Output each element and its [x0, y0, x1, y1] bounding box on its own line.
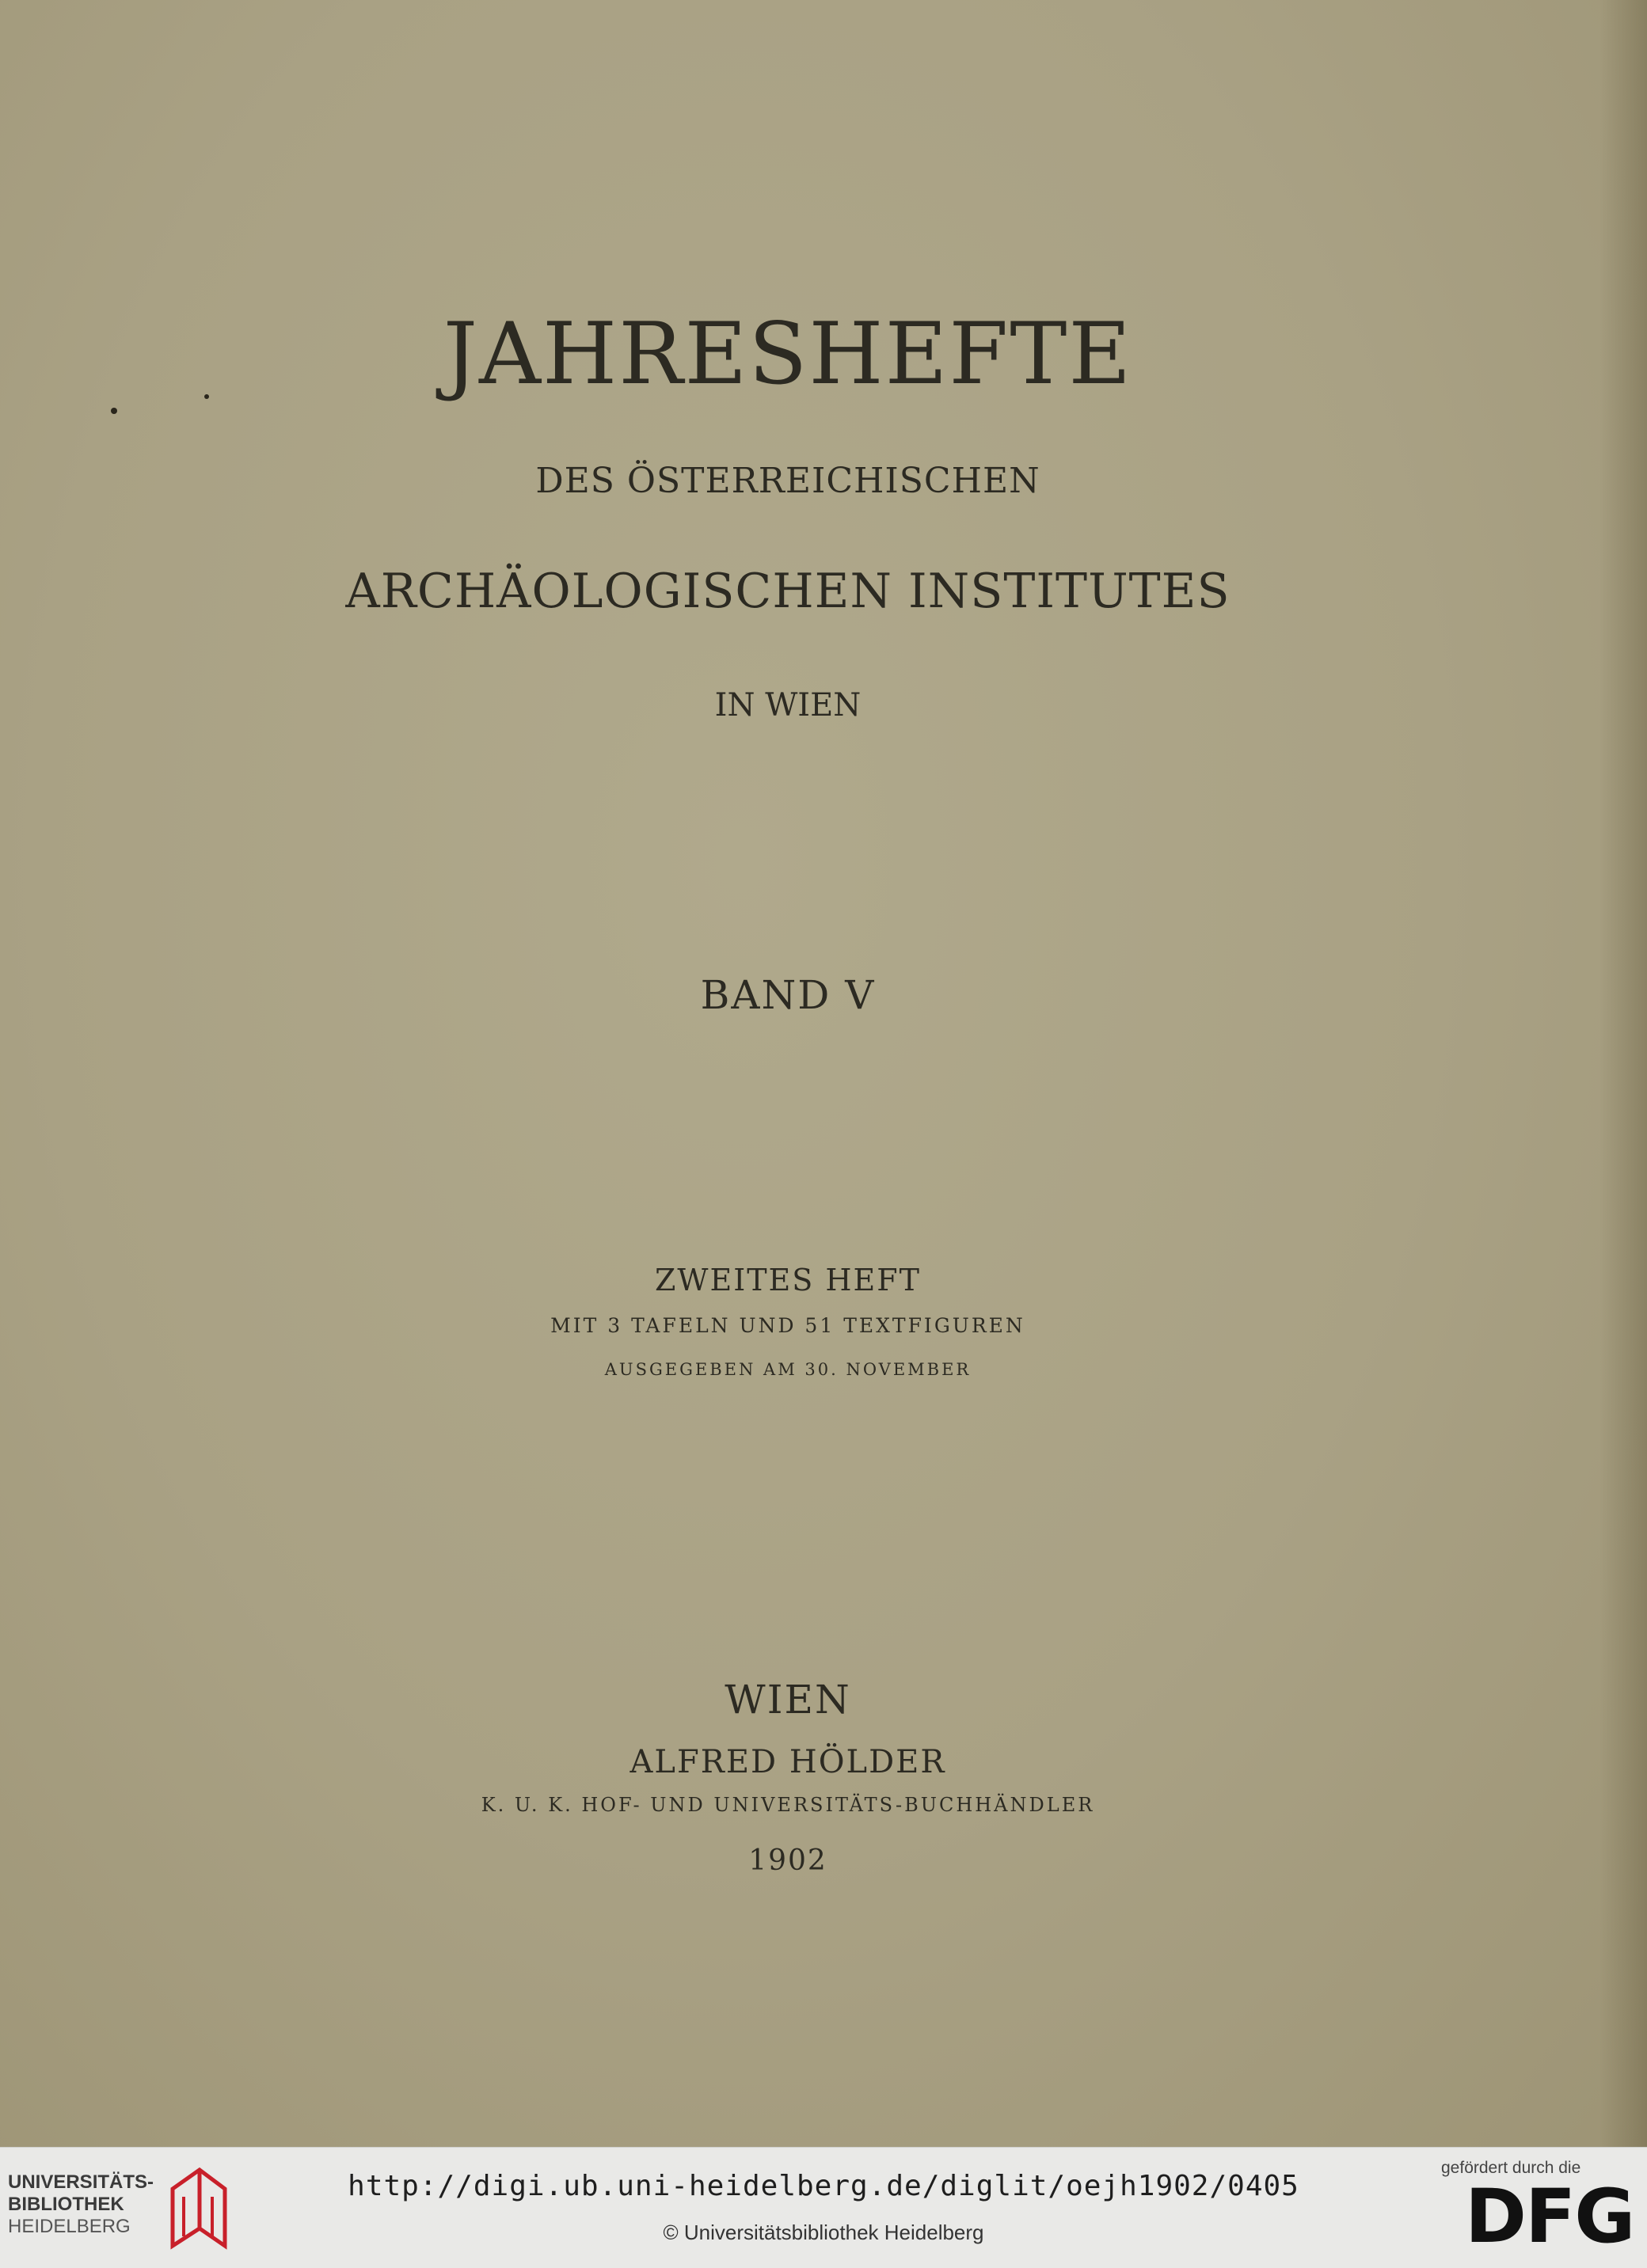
subtitle-line-1: DES ÖSTERREICHISCHEN — [535, 461, 1040, 501]
library-name-line-2: BIBLIOTHEK — [8, 2194, 124, 2215]
paper-speck — [111, 408, 117, 414]
library-name-line-1: UNIVERSITÄTS- — [8, 2171, 154, 2193]
dfg-logo: DFG — [1465, 2174, 1634, 2260]
publication-city: WIEN — [725, 1677, 851, 1723]
issue-label: ZWEITES HEFT — [655, 1263, 921, 1297]
journal-title: JAHRESHEFTE — [443, 305, 1133, 404]
contents-note: MIT 3 TAFELN UND 51 TEXTFIGUREN — [550, 1314, 1025, 1337]
digitization-footer — [0, 2147, 1647, 2268]
copyright-notice: © Universitätsbibliothek Heidelberg — [663, 2221, 984, 2244]
publisher-name: ALFRED HÖLDER — [630, 1744, 946, 1780]
publication-year: 1902 — [748, 1844, 827, 1877]
volume-label: BAND V — [700, 972, 876, 1018]
subtitle-line-2: ARCHÄOLOGISCHEN INSTITUTES — [345, 564, 1230, 619]
funding-note: gefördert durch die — [1441, 2159, 1581, 2177]
permalink-url[interactable]: http://digi.ub.uni-heidelberg.de/diglit/oejh1902/0405 — [348, 2170, 1299, 2202]
issue-date-note: AUSGEGEBEN AM 30. NOVEMBER — [604, 1360, 972, 1379]
subtitle-line-3: IN WIEN — [714, 687, 862, 724]
publisher-title: K. U. K. HOF- UND UNIVERSITÄTS-BUCHHÄNDLER — [481, 1794, 1095, 1816]
library-name-line-3: HEIDELBERG — [8, 2216, 131, 2237]
